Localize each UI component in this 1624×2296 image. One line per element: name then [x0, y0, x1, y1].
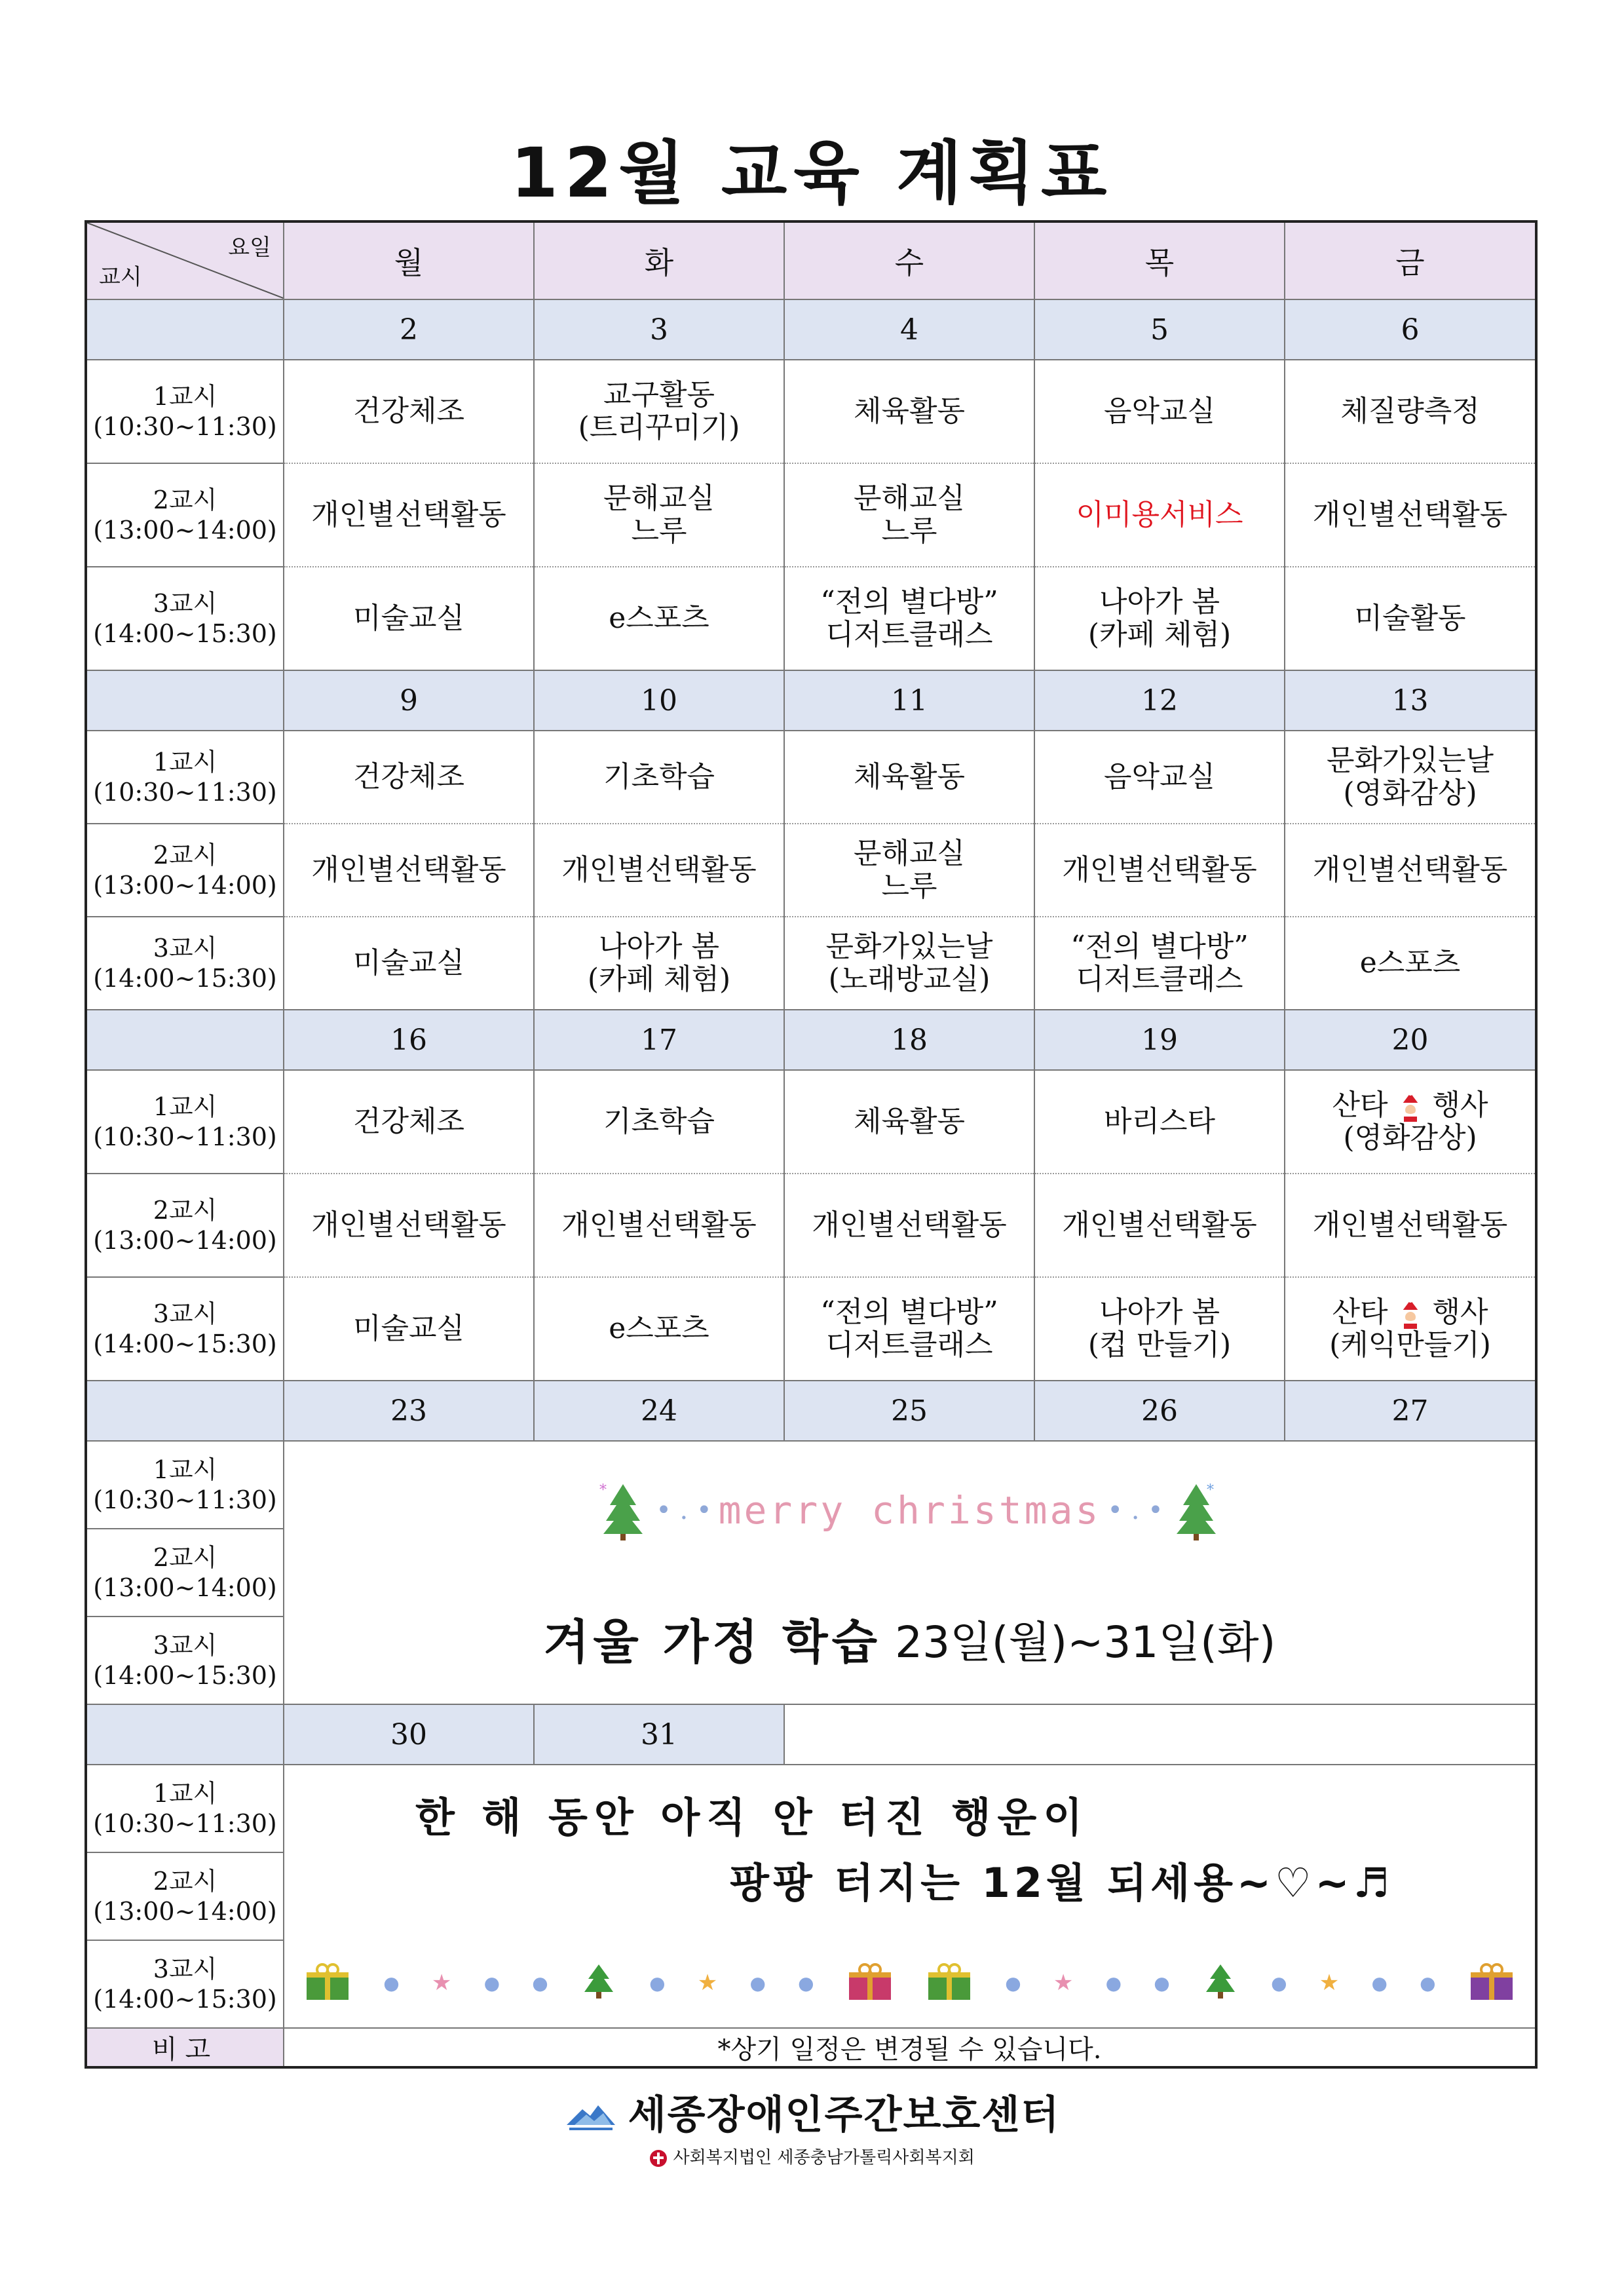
- activity-cell: [784, 463, 1034, 567]
- activity-cell: [534, 824, 784, 917]
- winter-break-cell: [284, 1441, 1536, 1704]
- note-label: 비고: [151, 2035, 219, 2065]
- activity-text: 음악교실: [1103, 760, 1215, 794]
- activity-text: 문화가있는날: [1326, 744, 1494, 777]
- date-cell: [284, 1381, 534, 1441]
- activity-cell: [784, 1174, 1034, 1277]
- date-row-spacer: [86, 299, 284, 360]
- activity-cell: [784, 567, 1034, 670]
- date-number: 16: [390, 1023, 427, 1057]
- activity-cell: [784, 1277, 1034, 1381]
- date-number: 10: [641, 683, 677, 718]
- period-label: 1교시: [153, 1779, 217, 1808]
- santa-icon: [1397, 1092, 1424, 1122]
- period-time: (10:30~11:30): [93, 1809, 277, 1838]
- activity-text: 느루: [881, 870, 937, 903]
- date-number: 23: [390, 1394, 427, 1428]
- activity-text: 이미용서비스: [1076, 498, 1243, 531]
- date-cell: [534, 1704, 784, 1765]
- date-number: 2: [400, 313, 418, 347]
- period-row: [86, 1441, 1536, 1529]
- activity-cell: [1034, 1277, 1285, 1381]
- activity-cell: [534, 1070, 784, 1174]
- activity-text: 느루: [881, 514, 937, 548]
- period-label: 2교시: [153, 841, 217, 870]
- activity-cell: [284, 1070, 534, 1174]
- date-number: 27: [1391, 1394, 1429, 1428]
- period-time: (14:00~15:30): [93, 1661, 277, 1690]
- date-row-spacer: [86, 670, 284, 731]
- tree-icon: [580, 1962, 617, 2004]
- dot-decoration: ●: [1420, 1972, 1436, 1994]
- day-header: [1034, 221, 1285, 299]
- date-number: 25: [891, 1394, 928, 1428]
- period-cell: [86, 1852, 284, 1940]
- activity-cell: [1034, 360, 1285, 463]
- activity-text: 건강체조: [352, 394, 464, 428]
- winter-message-dates: 23일(월)~31일(화): [881, 1617, 1276, 1668]
- dot-decoration: ●: [649, 1972, 666, 1994]
- activity-cell: [1285, 731, 1536, 824]
- activity-text: 개인별선택활동: [1062, 853, 1257, 887]
- period-time: (10:30~11:30): [93, 412, 277, 441]
- date-cell: [1285, 1010, 1536, 1070]
- period-row: [86, 567, 1536, 670]
- empty-date-cell: [784, 1704, 1536, 1765]
- christmas-banner: [284, 1445, 1535, 1576]
- period-label: 3교시: [153, 934, 217, 963]
- date-cell: [1285, 670, 1536, 731]
- dot-decoration: ●: [749, 1972, 766, 1994]
- period-cell: [86, 463, 284, 567]
- activity-cell: [784, 731, 1034, 824]
- dot-decoration: ●: [532, 1972, 548, 1994]
- activity-cell: [534, 463, 784, 567]
- activity-cell: [1285, 463, 1536, 567]
- period-cell: [86, 1617, 284, 1704]
- star-icon: ★: [697, 1970, 718, 1996]
- dot-decoration: ●: [1105, 1972, 1122, 1994]
- period-label: 3교시: [153, 1299, 217, 1328]
- event-label: 행사: [1423, 1088, 1488, 1122]
- date-cell: [1285, 299, 1536, 360]
- date-cell: [284, 299, 534, 360]
- activity-cell: [784, 360, 1034, 463]
- date-cell: [1034, 1010, 1285, 1070]
- date-cell: [284, 670, 534, 731]
- period-time: (13:00~14:00): [93, 1573, 277, 1602]
- activity-cell: [1285, 360, 1536, 463]
- corner-day-label: 요일: [228, 235, 271, 261]
- svg-text:*: *: [1206, 1482, 1214, 1499]
- period-time: (10:30~11:30): [93, 778, 277, 807]
- period-cell: [86, 824, 284, 917]
- date-cell: [1034, 1381, 1285, 1441]
- cross-icon: [649, 2149, 668, 2168]
- corner-period-label: 교시: [99, 264, 142, 290]
- tree-icon: [597, 1479, 649, 1542]
- date-row: [86, 670, 1536, 731]
- activity-cell: [534, 1277, 784, 1381]
- day-header: [1285, 221, 1536, 299]
- activity-text: e스포츠: [609, 602, 709, 635]
- activity-text: 나아가 봄: [598, 930, 719, 963]
- activity-text: 개인별선택활동: [561, 853, 757, 887]
- star-icon: ★: [431, 1970, 452, 1996]
- activity-text: 개인별선택활동: [561, 1208, 757, 1242]
- date-cell: [284, 1704, 534, 1765]
- period-time: (13:00~14:00): [93, 516, 277, 545]
- dot-decoration: ●: [483, 1972, 500, 1994]
- activity-cell: [284, 731, 534, 824]
- santa-icon: [1397, 1299, 1424, 1329]
- date-number: 30: [390, 1717, 427, 1751]
- activity-cell: [284, 567, 534, 670]
- period-cell: [86, 731, 284, 824]
- schedule-table: [85, 220, 1538, 2069]
- activity-cell: [284, 824, 534, 917]
- activity-cell: [284, 1277, 534, 1381]
- activity-text: 느루: [631, 514, 687, 548]
- message-line-2: 팡팡 터지는 12월 되세용~♡~♬: [730, 1859, 1394, 1907]
- period-time: (14:00~15:30): [93, 964, 277, 993]
- gift-icon: [926, 1963, 973, 2002]
- dot-decoration: ●: [1271, 1972, 1287, 1994]
- period-row: [86, 1070, 1536, 1174]
- activity-text: 미술교실: [352, 946, 464, 980]
- org-subtitle-line: [0, 2144, 1624, 2168]
- date-number: 12: [1141, 683, 1178, 718]
- period-cell: [86, 917, 284, 1010]
- star-icon: ★: [1319, 1970, 1340, 1996]
- new-year-message-cell: [284, 1765, 1536, 2028]
- activity-cell: [284, 463, 534, 567]
- activity-text: (카페 체험): [1087, 618, 1232, 651]
- activity-text: 체육활동: [853, 394, 965, 428]
- activity-cell: [1034, 731, 1285, 824]
- activity-cell: [784, 1070, 1034, 1174]
- date-number: 4: [900, 313, 918, 347]
- period-time: (14:00~15:30): [93, 1985, 277, 2014]
- activity-text: 문해교실: [853, 482, 965, 515]
- period-row: [86, 1277, 1536, 1381]
- activity-text: “전의 별다방”: [820, 585, 998, 619]
- date-number: 11: [891, 683, 928, 718]
- period-cell: [86, 1529, 284, 1617]
- dot-decoration: ●: [383, 1972, 400, 1994]
- activity-cell: [284, 360, 534, 463]
- date-number: 17: [641, 1023, 677, 1057]
- activity-text: 개인별선택활동: [1062, 1208, 1257, 1242]
- activity-cell: [534, 567, 784, 670]
- date-row-spacer: [86, 1704, 284, 1765]
- activity-text: 미술활동: [1354, 602, 1466, 635]
- activity-text: (컵 만들기): [1087, 1328, 1232, 1362]
- activity-cell: [784, 824, 1034, 917]
- period-label: 3교시: [153, 589, 217, 618]
- center-logo-icon: [564, 2099, 618, 2135]
- activity-text: 디저트클래스: [825, 618, 993, 651]
- activity-text: 미술교실: [352, 602, 464, 635]
- activity-text: 체육활동: [853, 1105, 965, 1138]
- date-cell: [1034, 299, 1285, 360]
- santa-label: 산타: [1332, 1295, 1397, 1329]
- activity-text: 음악교실: [1103, 394, 1215, 428]
- activity-text: 개인별선택활동: [1312, 498, 1508, 531]
- date-cell: [534, 1010, 784, 1070]
- activity-cell: [1034, 1174, 1285, 1277]
- activity-text: 체질량측정: [1340, 394, 1480, 428]
- date-number: 19: [1141, 1023, 1178, 1057]
- activity-text: 건강체조: [352, 1105, 464, 1138]
- date-number: 5: [1150, 313, 1169, 347]
- activity-cell: [1034, 824, 1285, 917]
- date-cell: [784, 299, 1034, 360]
- activity-cell: [534, 917, 784, 1010]
- period-cell: [86, 567, 284, 670]
- period-label: 2교시: [153, 486, 217, 514]
- santa-label: 산타: [1332, 1088, 1397, 1122]
- day-header: [784, 221, 1034, 299]
- period-time: (13:00~14:00): [93, 871, 277, 900]
- period-label: 1교시: [153, 748, 217, 776]
- date-number: 3: [650, 313, 668, 347]
- date-cell: [1285, 1381, 1536, 1441]
- period-row: [86, 360, 1536, 463]
- date-row: [86, 299, 1536, 360]
- period-time: (14:00~15:30): [93, 619, 277, 648]
- date-row: [86, 1010, 1536, 1070]
- period-cell: [86, 1441, 284, 1529]
- activity-cell: [1285, 567, 1536, 670]
- date-cell: [1034, 670, 1285, 731]
- activity-text: (영화감상): [1343, 776, 1477, 810]
- activity-cell: [534, 731, 784, 824]
- activity-cell: [1285, 1277, 1536, 1381]
- period-label: 1교시: [153, 382, 217, 411]
- activity-text: 문해교실: [603, 482, 715, 515]
- activity-cell: [1285, 1070, 1536, 1174]
- date-cell: [534, 299, 784, 360]
- activity-text: 개인별선택활동: [311, 1208, 506, 1242]
- page-title: 12월 교육 계획표: [510, 133, 1114, 213]
- dot-decoration: ●: [798, 1972, 814, 1994]
- date-number: 6: [1401, 313, 1420, 347]
- period-cell: [86, 360, 284, 463]
- period-cell: [86, 1765, 284, 1852]
- event-label: 행사: [1423, 1295, 1488, 1329]
- activity-text: 디저트클래스: [825, 1328, 993, 1362]
- activity-cell: [1034, 1070, 1285, 1174]
- period-row: [86, 1174, 1536, 1277]
- activity-text: 나아가 봄: [1099, 1295, 1220, 1329]
- banner-dots: • . •: [656, 1495, 712, 1525]
- date-row: [86, 1704, 1536, 1765]
- activity-text: 기초학습: [603, 1105, 715, 1138]
- activity-cell: [1034, 917, 1285, 1010]
- day-header: [534, 221, 784, 299]
- day-label: 월: [394, 245, 424, 280]
- activity-text: 개인별선택활동: [812, 1208, 1007, 1242]
- winter-message-title: 겨울 가정 학습: [543, 1615, 882, 1670]
- activity-text: (카페 체험): [587, 963, 731, 996]
- day-label: 금: [1395, 245, 1425, 280]
- activity-cell: [1285, 824, 1536, 917]
- org-name-line: [0, 2084, 1624, 2140]
- period-label: 2교시: [153, 1867, 217, 1896]
- period-time: (13:00~14:00): [93, 1226, 277, 1255]
- period-row: [86, 463, 1536, 567]
- activity-cell: [1034, 567, 1285, 670]
- gift-icon: [304, 1963, 351, 2002]
- gift-icon: [846, 1963, 894, 2002]
- activity-text: 디저트클래스: [1076, 963, 1243, 996]
- period-time: (10:30~11:30): [93, 1122, 277, 1151]
- date-row: [86, 1381, 1536, 1441]
- period-cell: [86, 1070, 284, 1174]
- day-label: 목: [1144, 245, 1175, 280]
- corner-cell: [86, 221, 284, 299]
- activity-cell: [534, 1174, 784, 1277]
- date-cell: [534, 1381, 784, 1441]
- activity-cell: [284, 1174, 534, 1277]
- star-icon: ★: [1053, 1970, 1074, 1996]
- period-label: 3교시: [153, 1631, 217, 1660]
- activity-text: 체육활동: [853, 760, 965, 794]
- gift-icon: [1468, 1963, 1515, 2002]
- date-number: 9: [400, 683, 418, 718]
- date-cell: [784, 670, 1034, 731]
- merry-christmas-text: merry christmas: [718, 1488, 1101, 1533]
- note-text-cell: [284, 2028, 1536, 2067]
- period-row: [86, 731, 1536, 824]
- day-label: 화: [644, 245, 674, 280]
- banner-dots: • . •: [1107, 1495, 1163, 1525]
- activity-text: 바리스타: [1103, 1105, 1215, 1138]
- activity-text: “전의 별다방”: [1070, 930, 1249, 963]
- date-cell: [784, 1381, 1034, 1441]
- header-row: [86, 221, 1536, 299]
- period-time: (14:00~15:30): [93, 1330, 277, 1358]
- org-name: 세종장애인주간보호센터: [628, 2092, 1061, 2138]
- activity-cell: [1285, 917, 1536, 1010]
- tree-icon: [1170, 1479, 1222, 1542]
- period-cell: [86, 1174, 284, 1277]
- activity-text: “전의 별다방”: [820, 1295, 998, 1329]
- date-number: 13: [1391, 683, 1429, 718]
- date-cell: [784, 1010, 1034, 1070]
- period-label: 2교시: [153, 1543, 217, 1572]
- date-row-spacer: [86, 1381, 284, 1441]
- period-label: 1교시: [153, 1455, 217, 1484]
- winter-message: [284, 1576, 1535, 1700]
- period-row: [86, 824, 1536, 917]
- day-header: [284, 221, 534, 299]
- period-row: [86, 917, 1536, 1010]
- period-cell: [86, 1940, 284, 2028]
- activity-text: 개인별선택활동: [1312, 853, 1508, 887]
- activity-cell: [284, 917, 534, 1010]
- date-number: 20: [1391, 1023, 1429, 1057]
- activity-text: 교구활동: [603, 378, 715, 411]
- period-time: (13:00~14:00): [93, 1897, 277, 1926]
- dot-decoration: ●: [1371, 1972, 1388, 1994]
- period-row: [86, 1765, 1536, 1852]
- activity-text: 미술교실: [352, 1312, 464, 1345]
- activity-text: e스포츠: [1359, 946, 1461, 980]
- period-label: 1교시: [153, 1092, 217, 1121]
- activity-text: 개인별선택활동: [1312, 1208, 1508, 1242]
- activity-text: 개인별선택활동: [311, 498, 506, 531]
- period-label: 3교시: [153, 1955, 217, 1983]
- activity-cell: [1285, 1174, 1536, 1277]
- tree-icon: [1202, 1962, 1239, 2004]
- date-cell: [534, 670, 784, 731]
- dot-decoration: ●: [1005, 1972, 1021, 1994]
- message-line-1: 한 해 동안 아직 안 터진 행운이: [415, 1793, 1089, 1841]
- activity-text: 건강체조: [352, 760, 464, 794]
- activity-cell: [784, 917, 1034, 1010]
- org-subtitle: 사회복지법인 세종충남가톨릭사회복지회: [673, 2148, 975, 2168]
- period-cell: [86, 1277, 284, 1381]
- activity-text: (노래방교실): [828, 963, 991, 996]
- footer: [0, 2084, 1624, 2168]
- date-number: 31: [641, 1717, 677, 1751]
- dot-decoration: ●: [1154, 1972, 1170, 1994]
- activity-text: (영화감상): [1343, 1121, 1477, 1155]
- activity-text: 기초학습: [603, 760, 715, 794]
- activity-text: e스포츠: [609, 1312, 709, 1345]
- note-row: [86, 2028, 1536, 2067]
- activity-text: (트리꾸미기): [578, 411, 740, 444]
- date-number: 18: [891, 1023, 928, 1057]
- day-label: 수: [894, 245, 924, 280]
- date-number: 24: [641, 1394, 677, 1428]
- activity-text: 나아가 봄: [1099, 585, 1220, 619]
- activity-text: 개인별선택활동: [311, 853, 506, 887]
- period-label: 2교시: [153, 1196, 217, 1225]
- activity-text: 문해교실: [853, 837, 965, 870]
- date-row-spacer: [86, 1010, 284, 1070]
- activity-text: 문화가있는날: [825, 930, 993, 963]
- activity-text: (케익만들기): [1329, 1328, 1491, 1362]
- activity-cell: [1034, 463, 1285, 567]
- date-cell: [284, 1010, 534, 1070]
- note-label-cell: [86, 2028, 284, 2067]
- note-text: *상기 일정은 변경될 수 있습니다.: [717, 2035, 1102, 2065]
- activity-cell: [534, 360, 784, 463]
- period-time: (10:30~11:30): [93, 1485, 277, 1514]
- decoration-row: [304, 1962, 1515, 2004]
- svg-text:*: *: [599, 1482, 607, 1499]
- date-number: 26: [1141, 1394, 1178, 1428]
